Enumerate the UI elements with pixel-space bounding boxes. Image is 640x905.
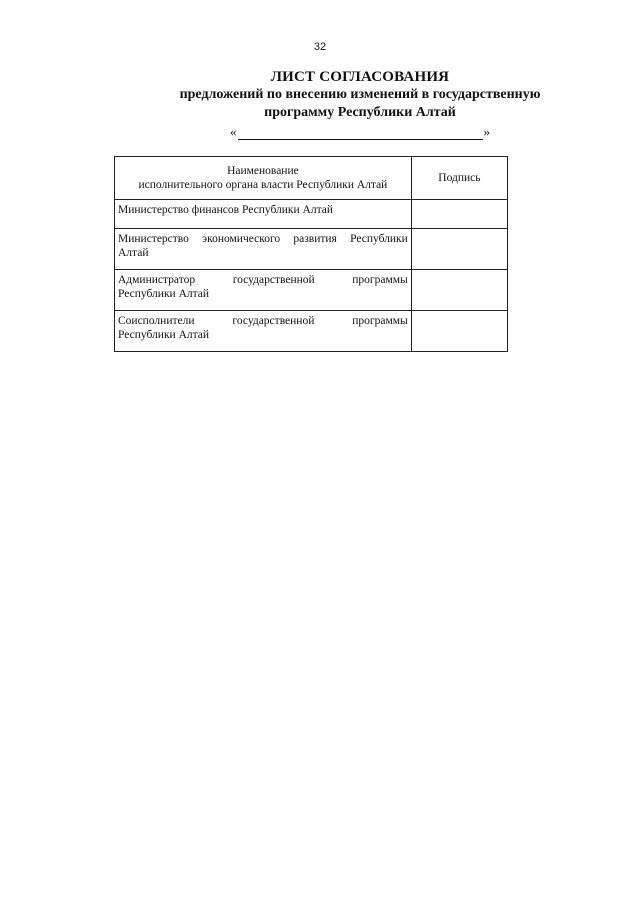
table-row (115, 311, 508, 352)
row-name-line-1: Министерство экономического развития Республики (118, 233, 408, 245)
title-line-2: предложений по внесению изменений в государственную (179, 87, 541, 102)
close-quote: » (483, 124, 490, 139)
page-number: 32 (313, 41, 327, 53)
header-name-line-2: исполнительного органа власти Республики Алтай (138, 179, 388, 191)
approval-table (114, 156, 508, 352)
row-name-line-2: Алтай (118, 247, 149, 259)
row-name-cell (115, 270, 412, 311)
date-blank-field (238, 127, 483, 140)
open-quote: « (230, 124, 237, 139)
header-signature: Подпись (411, 157, 507, 200)
row-name-line-1: Администратор государственной программы (118, 274, 408, 286)
row-signature-cell (411, 270, 507, 311)
row-signature-cell (411, 311, 507, 352)
header-name-line-1: Наименование (227, 165, 299, 177)
date-line (230, 124, 490, 140)
title-line-3: программу Республики Алтай (264, 105, 456, 120)
row-name-line-2: Республики Алтай (118, 288, 210, 300)
header-name (115, 157, 412, 200)
row-signature-cell (411, 200, 507, 229)
row-name-cell (115, 229, 412, 270)
row-name-cell (115, 200, 412, 229)
title-main: ЛИСТ СОГЛАСОВАНИЯ (270, 69, 450, 85)
table-row (115, 229, 508, 270)
row-name-line-2: Республики Алтай (118, 329, 210, 341)
row-signature-cell (411, 229, 507, 270)
table-header-row (115, 157, 508, 200)
table-row (115, 270, 508, 311)
row-name-line-1: Министерство финансов Республики Алтай (118, 204, 333, 216)
document-title (100, 68, 620, 122)
row-name-cell (115, 311, 412, 352)
table-row (115, 200, 508, 229)
row-name-line-1: Соисполнители государственной программы (118, 315, 408, 327)
